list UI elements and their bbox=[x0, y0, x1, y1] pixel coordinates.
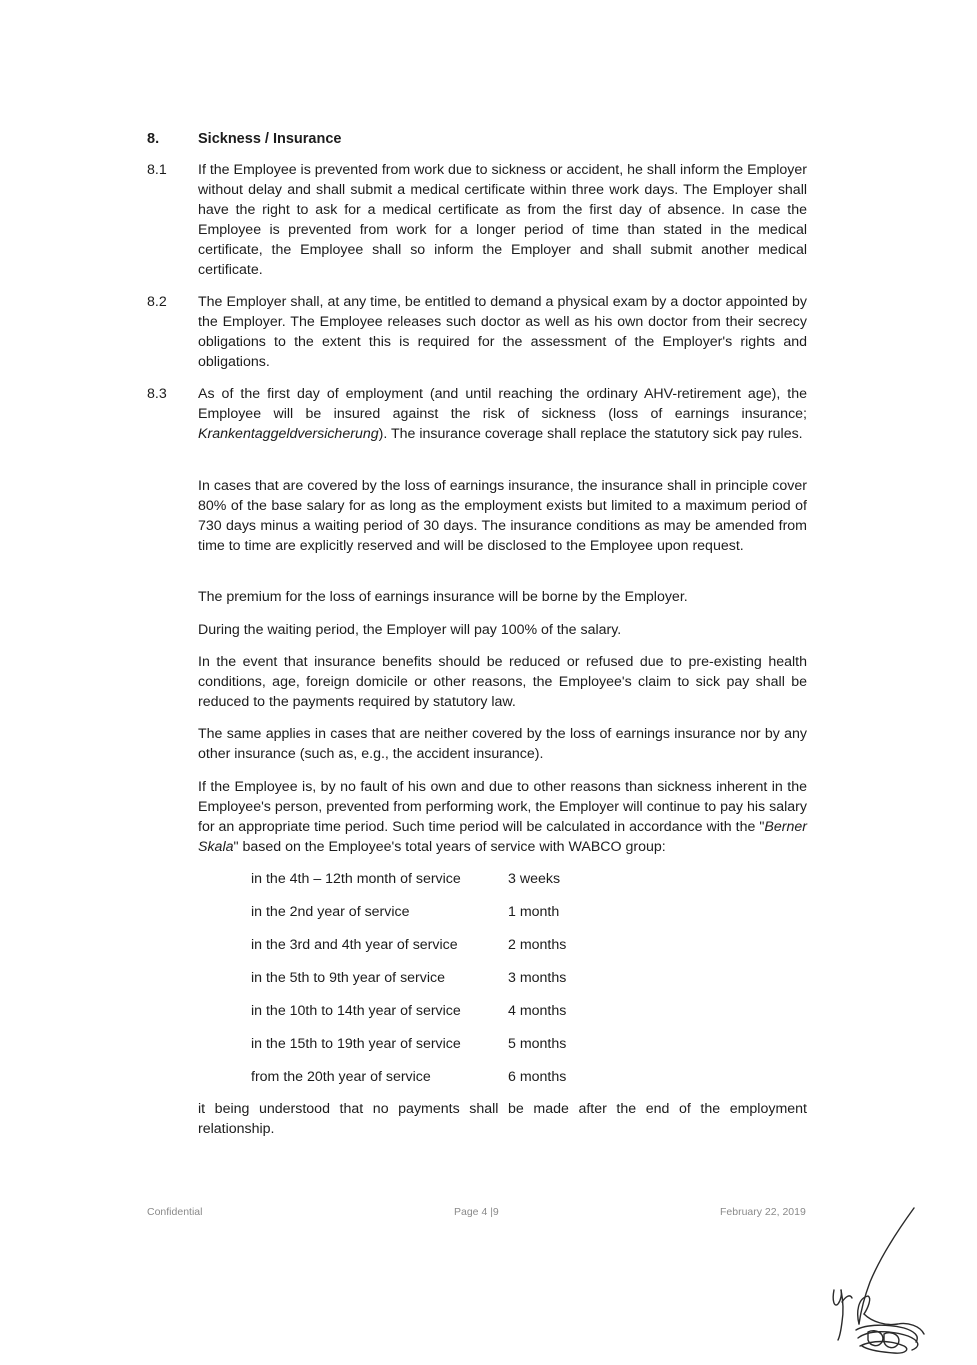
footer-date: February 22, 2019 bbox=[720, 1206, 806, 1218]
table-row bbox=[251, 968, 651, 1001]
clause-number: 8.1 bbox=[147, 162, 167, 178]
clause-text bbox=[198, 384, 807, 444]
paragraph-reduction: In the event that insurance benefits should be reduced or refused due to pre-existing health conditions, age, foreign domicile or other reasons, the Employee's claim to sick pay shall be reduced to the payments required by statutory law. bbox=[198, 654, 807, 710]
pay-duration: 4 months bbox=[508, 1003, 567, 1019]
table-row bbox=[251, 1001, 651, 1034]
paragraph-end-of-employment: it being understood that no payments shall be made after the end of the employment relationship. bbox=[198, 1101, 807, 1137]
service-period: from the 20th year of service bbox=[251, 1069, 431, 1085]
footer-page-number: Page 4 |9 bbox=[454, 1206, 499, 1218]
clause-text-italic: Krankentaggeldversicherung bbox=[198, 426, 379, 442]
service-period: in the 2nd year of service bbox=[251, 904, 410, 920]
handwritten-signature bbox=[828, 1200, 928, 1361]
pay-duration: 5 months bbox=[508, 1036, 567, 1052]
paragraph-coverage: In cases that are covered by the loss of earnings insurance, the insurance shall in principle cover 80% of the base salary for as long as the employment exists but limited to a maximum period of 730 days minus a waiting period of 30 days. The insurance conditions as may be amended from time to time are explicitly reserved and will be disclosed to the Employee upon request. bbox=[198, 478, 807, 554]
section-number: 8. bbox=[147, 131, 160, 147]
table-row bbox=[251, 1034, 651, 1067]
table-row bbox=[251, 902, 651, 935]
clause-text: The Employer shall, at any time, be entitled to demand a physical exam by a doctor appointed by the Employer. The Employee releases such doctor as well as his own doctor from their secrecy obligations to the extent this is required for the assessment of the Employer's rights and obligations. bbox=[198, 294, 807, 370]
clause-number: 8.3 bbox=[147, 386, 167, 402]
berner-skala-table bbox=[251, 869, 651, 1100]
paragraph-berner-skala bbox=[198, 777, 807, 857]
clause-text-part: ). The insurance coverage shall replace the statutory sick pay rules. bbox=[378, 426, 803, 442]
paragraph-premium: The premium for the loss of earnings insurance will be borne by the Employer. bbox=[198, 589, 688, 605]
clause-text-part: As of the first day of employment (and until reaching the ordinary AHV-retirement age), the Employee will be insured against the risk of sickness (loss of earnings insurance; bbox=[198, 386, 807, 422]
paragraph-waiting-period: During the waiting period, the Employer will pay 100% of the salary. bbox=[198, 622, 622, 638]
table-row bbox=[251, 935, 651, 968]
pay-duration: 6 months bbox=[508, 1069, 567, 1085]
service-period: in the 10th to 14th year of service bbox=[251, 1003, 461, 1019]
clause-number: 8.2 bbox=[147, 294, 167, 310]
pay-duration: 1 month bbox=[508, 904, 560, 920]
paragraph-part: If the Employee is, by no fault of his own and due to other reasons than sickness inherent in the Employee's person, prevented from performing work, the Employer will continue to pay his salary for an appropriate time period. Such time period will be calculated in accordance with the " bbox=[198, 779, 807, 835]
service-period: in the 3rd and 4th year of service bbox=[251, 937, 458, 953]
pay-duration: 3 weeks bbox=[508, 871, 561, 887]
pay-duration: 2 months bbox=[508, 937, 567, 953]
section-title: Sickness / Insurance bbox=[198, 131, 342, 147]
footer-confidential: Confidential bbox=[147, 1206, 203, 1218]
clause-text: If the Employee is prevented from work due to sickness or accident, he shall inform the Employer without delay and shall submit a medical certificate within three work days. The Employer shall have the right to ask for a medical certificate as from the first day of absence. In case the Employee is prevented from work for a longer period of time than stated in the medical certificate, the Employee shall so inform the Employer and shall submit another medical certificate. bbox=[198, 162, 807, 278]
table-row bbox=[251, 869, 651, 902]
table-row bbox=[251, 1067, 651, 1100]
clause-8-3 bbox=[147, 384, 807, 444]
pay-duration: 3 months bbox=[508, 970, 567, 986]
service-period: in the 4th – 12th month of service bbox=[251, 871, 461, 887]
clause-8-2 bbox=[147, 292, 807, 372]
clause-8-1 bbox=[147, 160, 807, 280]
paragraph-no-insurance: The same applies in cases that are neither covered by the loss of earnings insurance nor by any other insurance (such as, e.g., the accident insurance). bbox=[198, 726, 807, 762]
paragraph-part: " based on the Employee's total years of service with WABCO group: bbox=[233, 839, 666, 855]
paragraph-italic: Berner Skala bbox=[198, 819, 807, 855]
service-period: in the 15th to 19th year of service bbox=[251, 1036, 461, 1052]
service-period: in the 5th to 9th year of service bbox=[251, 970, 446, 986]
